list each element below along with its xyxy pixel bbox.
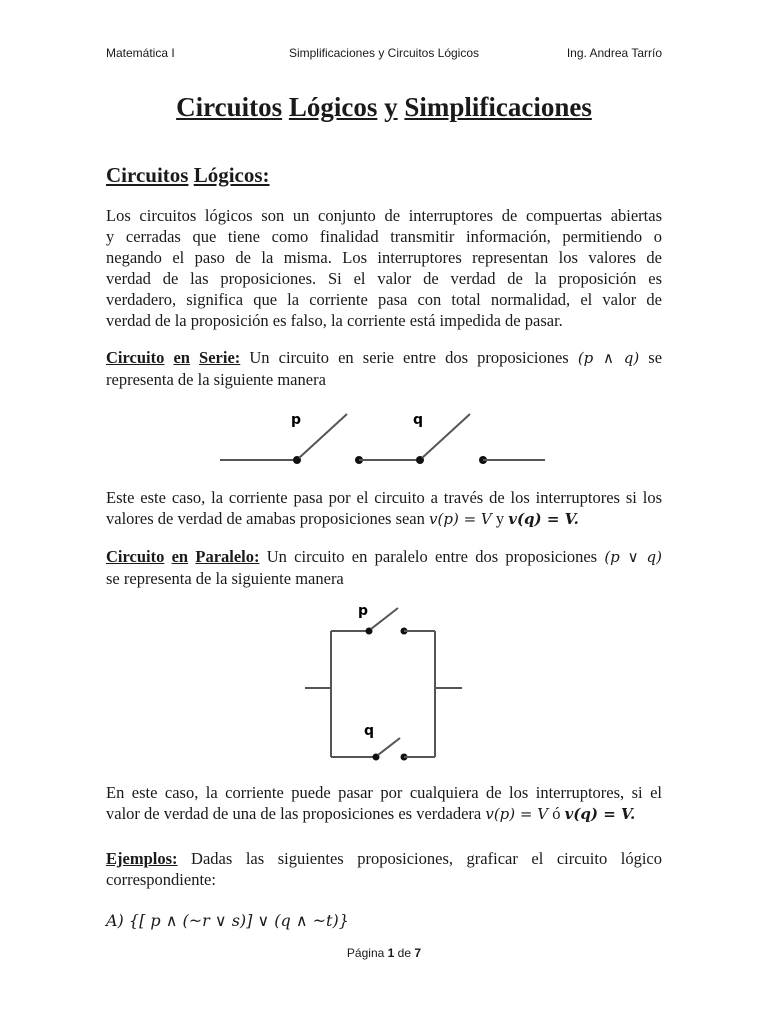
switch-p-label: p — [291, 412, 302, 428]
paralelo-paragraph: Circuito en Paralelo: Un circuito en paralelo entre dos proposiciones (p ∨ q) se representa de la siguiente manera — [106, 547, 662, 588]
series-circuit-diagram — [215, 402, 555, 474]
serie-paragraph: Circuito en Serie: Un circuito en serie entre dos proposiciones (p ∧ q) se representa de la siguiente manera — [106, 348, 663, 389]
serie-formula: (p ∧ q) — [577, 349, 640, 367]
paralelo-caption: En este caso, la corriente puede pasar por cualquiera de los interruptores, si el valor de verdad de una de las proposiciones es verdadera v(p) = V ó v(q) = V. — [106, 783, 662, 823]
section-heading: Circuitos Lógicos: — [106, 163, 270, 187]
header-left: Matemática I — [106, 46, 175, 60]
switch-q-label: q — [413, 412, 424, 428]
example-a: A) {[ p ∧ (~r ∨ s)] ∨ (q ∧ ~t)} — [106, 911, 349, 930]
switch-p-label: p — [358, 603, 369, 619]
page-footer: Página 1 de 7 — [346, 946, 422, 960]
ejemplos-paragraph: Ejemplos: Dadas las siguientes proposiciones, graficar el circuito lógico correspondiente: — [106, 849, 662, 889]
serie-caption: Este este caso, la corriente pasa por el circuito a través de los interruptores si los valores de verdad de amabas proposiciones sean v(p) = V y v(q) = V. — [106, 488, 662, 528]
intro-paragraph: Los circuitos lógicos son un conjunto de interruptores de compuertas abiertas y cerradas que tiene como finalidad transmitir información, permitiendo o negando el paso de la misma. Los interruptores representan los valores de verdad de las proposiciones. Si el valor de verdad de la proposición es verdadero, significa que la corriente pasa con total normalidad, el valor de verdad de la proposición es falso, la corriente está impedida de pasar. — [106, 206, 662, 330]
header-center: Simplificaciones y Circuitos Lógicos — [288, 46, 480, 60]
header-right: Ing. Andrea Tarrío — [566, 46, 662, 60]
parallel-circuit-diagram — [300, 598, 468, 766]
paralelo-formula: (p ∨ q) — [604, 548, 662, 566]
switch-q-label: q — [364, 723, 375, 739]
page-title: Circuitos Lógicos y Simplificaciones — [176, 92, 592, 122]
